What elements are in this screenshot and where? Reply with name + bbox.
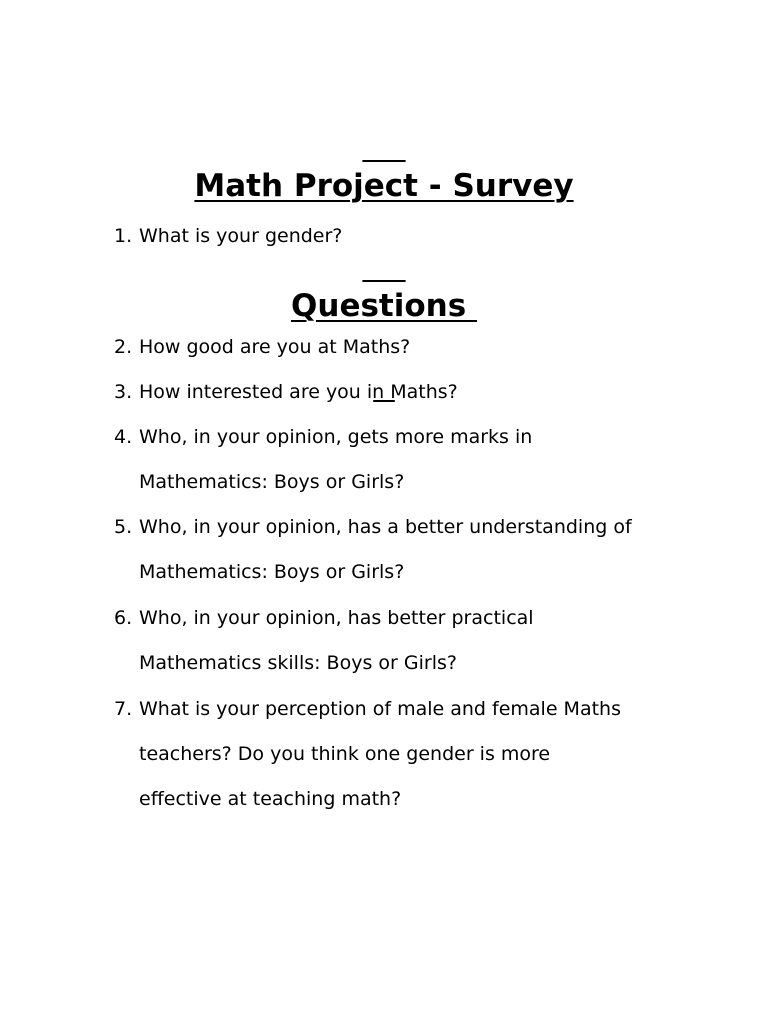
question-2 [114, 325, 694, 370]
question-text: How interested are you in Maths? [139, 381, 458, 403]
question-number: 2. [114, 336, 133, 358]
question-3 [114, 370, 694, 415]
question-6 [114, 596, 694, 686]
title-line-1: Math Project - Survey [194, 168, 574, 204]
question-text: How good are you at Maths? [139, 336, 411, 358]
question-1 [114, 214, 694, 259]
title-line-2: Questions [291, 288, 477, 324]
question-number: 6. [114, 607, 133, 629]
question-number: 1. [114, 225, 133, 247]
question-4 [114, 415, 694, 505]
question-text: What is your perception of male and female Maths teachers? Do you think one gender is more effective at teaching math? [139, 698, 621, 810]
question-number: 3. [114, 381, 133, 403]
question-number: 4. [114, 426, 133, 448]
question-text: Who, in your opinion, has better practical Mathematics skills: Boys or Girls? [139, 607, 534, 674]
question-text: Who, in your opinion, gets more marks in Mathematics: Boys or Girls? [139, 426, 533, 493]
question-number: 5. [114, 516, 133, 538]
question-text: Who, in your opinion, has a better understanding of Mathematics: Boys or Girls? [139, 516, 632, 583]
question-7 [114, 687, 694, 822]
question-text: What is your gender? [139, 225, 343, 247]
question-5 [114, 505, 694, 595]
question-number: 7. [114, 698, 133, 720]
